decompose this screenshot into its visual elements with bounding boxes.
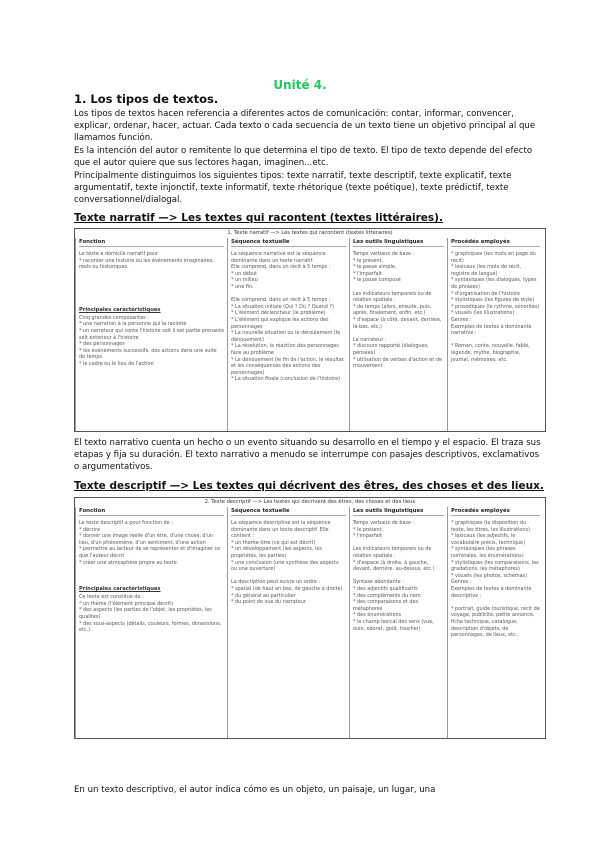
intro-paragraph-1: Los tipos de textos hacen referencia a diferentes actos de comunicación: contar, informar, convencer, explicar, ordenar, hacer, actuar. Cada texto o cada secuencia de un texto tiene un objetivo principal al que llamamos función. (74, 109, 536, 144)
table-caption: 1. Texte narratif —> Les textes qui racontent (textes littéraires) (227, 230, 393, 236)
column-text: Le texte a domicile narratif pour * raconter une histoire ou les événements imaginaires, réels ou historiques. (79, 251, 214, 271)
column-header: Séquence textuelle (231, 239, 346, 247)
column-text: Le texte descriptif a pour fonction de : * décrire * donner une image réelle d'un être, d'une chose, d'un lieu, d'un phénomène, d'un sentiment, d'une action * permettre au lecteur de se représenter et d'imaginer ce que l'auteur décrit * créer une atmosphère propre au texte (79, 520, 221, 566)
column-header: Procédés employés (451, 239, 540, 247)
column-header: Fonction (79, 508, 224, 516)
narrative-paragraph: El texto narrativo cuenta un hecho o un evento situando su desarrollo en el tiempo y el espacio. El traza sus etapas y fija su duración. El texto narrativo a menudo se interrumpe con pasajes descriptivos, exclamativos o argumentativos. (74, 438, 541, 473)
column-subtext: Ce texte est constitué de : * un thème (l'élément principal décrit) * des aspects (les parties de l'objet, les propriétés, les qualités) * des sous-aspects (détails, couleurs, formes, dimensions, etc.) (79, 594, 222, 634)
table-column-procedes (447, 238, 543, 431)
column-text: * graphiques (la disposition du texte, les titres, les illustrations) * lexicaux (les adjectifs, le vocabulaire précis, technique) * syntaxiques (les phrases nominales, les énumérations) * stylistiques (les comparaisons, les gradations, les métaphores) * visuels (les photos, schémas) Genres : Exemples de textes à dominante descriptive : * portrait, guide touristique, récit de voyage, publicité, petite annonce, fiche technique, catalogue, description d'objets, de personnages, de lieux, etc. (451, 520, 540, 639)
column-header: Les outils linguistiques (353, 508, 444, 516)
column-text: * graphiques (les mots en page du récit) * lexicaux (les mots de récit, registre de langue) * syntaxiques (les dialogues, types de phrases) * d'organisation de l'histoire * stylistiques (les figures de style) * prosodiques (le rythme, sonorités) * visuels (les illustrations) Genres : Exemples de textes à dominante narrative : * Roman, conte, nouvelle, fable, légende, mythe, biographie, journal, mémoires, etc. (451, 251, 540, 363)
column-subheader: Principales caractéristiques (79, 586, 161, 593)
column-subtext: Cinq grandes composantes : * une narration à la personne qui la raconte * un narrateur qui conte l'histoire soit il est partie prenante soit extérieur à l'histoire * des personnages * les événements successifs, des actions dans une suite de temps * le cadre ou le lieu de l'action (79, 314, 224, 367)
column-header: Procédés employés (451, 508, 540, 516)
table-column-procedes (447, 507, 543, 738)
column-text: La séquence descriptive est la séquence dominante dans un texte descriptif. Elle contient : * un thème-titre (ce qui est décrit) * un développement (les aspects, les propriétés, les parties) * une conclusion (une synthèse des aspects ou une ouverture) La description peut suivre un ordre : * spatial (de haut en bas, de gauche à droite) * du général au particulier * du point de vue du narrateur (231, 520, 343, 606)
unit-title: Unité 4. (273, 78, 327, 92)
table-column-outils (349, 238, 447, 431)
table-column-sequence (227, 507, 349, 738)
table-column-fonction (75, 507, 227, 738)
column-subheader: Principales caractéristiques (79, 306, 161, 313)
table-caption: 2. Texte descriptif —> Les textes qui décrivent des êtres, des choses et des lieux (204, 499, 416, 505)
intro-paragraph-2: Es la intención del autor o remitente lo que determina el tipo de texto. El tipo de texto depende del efecto que el autor quiere que sus lectores hagan, imaginen...etc. (74, 146, 533, 169)
column-header: Séquence textuelle (231, 508, 346, 516)
table-column-sequence (227, 238, 349, 431)
descriptif-heading: Texte descriptif —> Les textes qui décrivent des êtres, des choses et des lieux. (74, 480, 544, 492)
table-column-outils (349, 507, 447, 738)
section-heading: 1. Los tipos de textos. (74, 92, 219, 106)
intro-paragraph-3: Principalmente distinguimos los siguientes tipos: texte narratif, texte descriptif, texte explicatif, texte argumentatif, texte injonctif, texte informatif, texte rhétorique (texte poétique), texte prédictif, texte conversationnel/dialogal. (74, 171, 512, 206)
narratif-table (74, 228, 546, 432)
descriptive-paragraph: En un texto descriptivo, el autor indica cómo es un objeto, un paisaje, un lugar, una (74, 785, 436, 795)
descriptif-table (74, 497, 546, 739)
table-column-fonction (75, 238, 227, 431)
column-header: Fonction (79, 239, 224, 247)
column-text: La séquence narrative est la séquence dominante dans un texte narratif. Elle comprend, dans un récit à 5 temps : * un début * un milieu * une fin. Elle comprend, dans un récit à 5 temps : * La situation initiale (Qui ? Où ? Quand ?) * L'élément déclencheur (le problème) * L'élément qui explique les actions des personnages * La nouvelle situation ou le déroulement (le dénouement) * La résolution, la réaction des personnages face au problème * Le dénouement (le fin de l'action, le résultat et les conséquences des actions des personnages) * La situation finale (conclusion de l'histoire) (231, 251, 344, 383)
narratif-heading: Texte narratif —> Les textes qui racontent (textes littéraires). (74, 212, 443, 224)
column-text: Temps verbaux de base : * le présent, * l'imparfait Les indicateurs temporels ou de relation spatiale : * d'espace (à droite, à gauche, devant, derrière, au-dessus, etc.) Syntaxe abondante : * des adjectifs qualificatifs * des compléments du nom * des comparaisons et des métaphores * des énumérations * le champ lexical des sens (vue, ouïe, odorat, goût, toucher) (353, 520, 435, 632)
column-text: Temps verbaux de base : * le présent, * le passé simple, * l'imparfait * le passé composé Les indicateurs temporels ou de relation spatiale : * de temps (alors, ensuite, puis, après, finalement, enfin, etc.) * d'espace (à côté, devant, derrière, là-bas, etc.) Le narrateur : * discours rapporté (dialogues, pensées) * utilisation de verbes d'action et de mouvement (353, 251, 443, 370)
column-header: Les outils linguistiques (353, 239, 444, 247)
